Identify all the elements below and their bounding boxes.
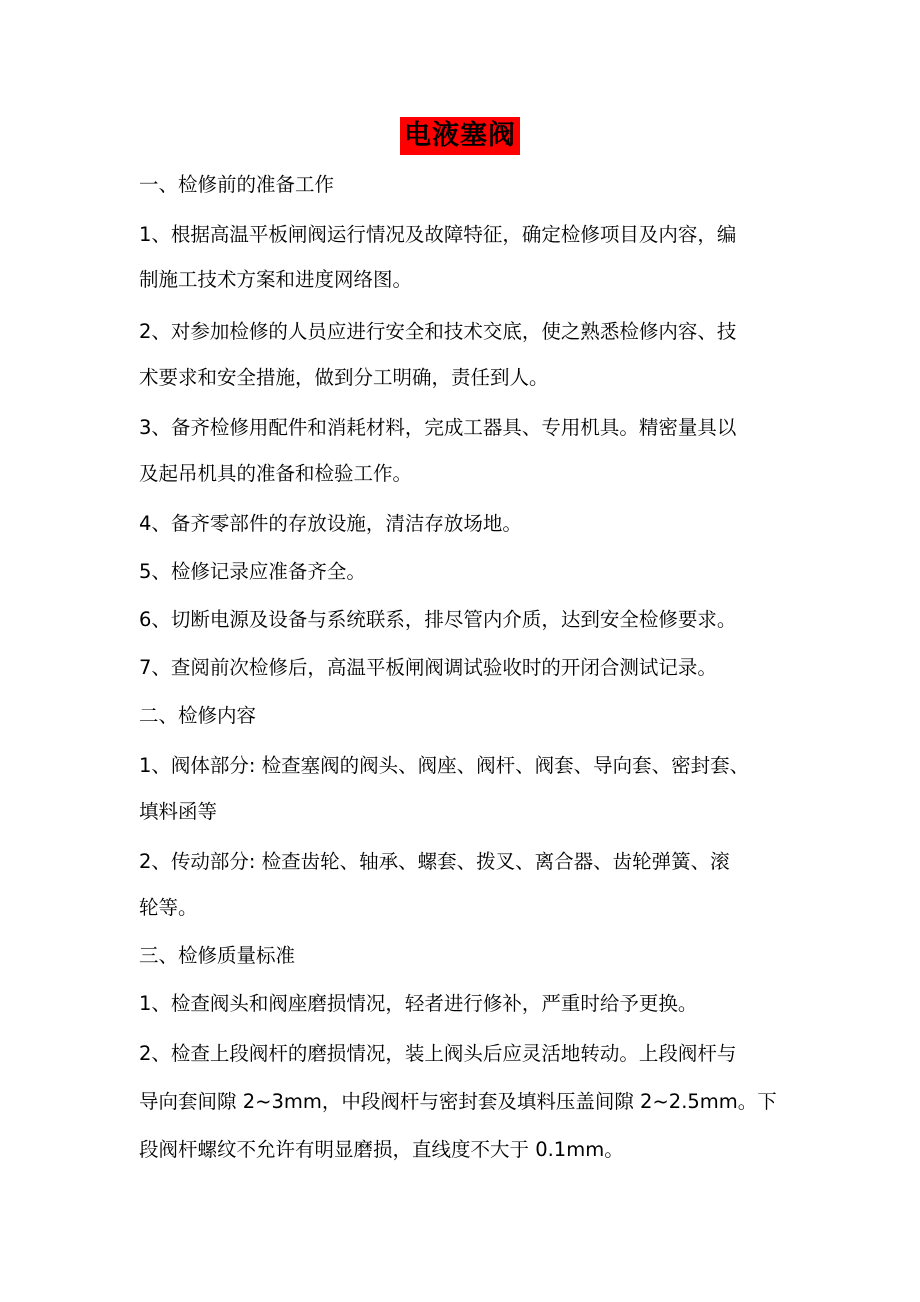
paragraph-line: 1、根据高温平板闸阀运行情况及故障特征，确定检修项目及内容，编	[139, 223, 737, 246]
paragraph-line: 2、对参加检修的人员应进行安全和技术交底，使之熟悉检修内容、技	[139, 320, 737, 343]
paragraph-line: 2、传动部分: 检查齿轮、轴承、螺套、拨叉、离合器、齿轮弹簧、滚	[139, 850, 730, 873]
paragraph-line: 6、切断电源及设备与系统联系，排尽管内介质，达到安全检修要求。	[139, 608, 737, 631]
paragraph-line: 3、备齐检修用配件和消耗材料，完成工器具、专用机具。精密量具以	[139, 416, 737, 439]
title-wrap	[0, 117, 920, 155]
paragraph-line: 2、检查上段阀杆的磨损情况，装上阀头后应灵活地转动。上段阀杆与	[139, 1042, 737, 1065]
paragraph-line: 填料函等	[139, 800, 218, 823]
section-heading-2: 二、检修内容	[139, 704, 257, 727]
paragraph-line: 制施工技术方案和进度网络图。	[139, 268, 413, 291]
paragraph-line: 1、阀体部分: 检查塞阀的阀头、阀座、阀杆、阀套、导向套、密封套、	[139, 754, 750, 777]
paragraph-line: 导向套间隙 2~3mm，中段阀杆与密封套及填料压盖间隙 2~2.5mm。下	[139, 1090, 777, 1113]
document-title: 电液塞阀	[400, 117, 520, 155]
section-heading-3: 三、检修质量标准	[139, 944, 296, 967]
paragraph-line: 1、检查阀头和阀座磨损情况，轻者进行修补，严重时给予更换。	[139, 992, 698, 1015]
paragraph-line: 轮等。	[139, 896, 198, 919]
paragraph-line: 7、查阅前次检修后，高温平板闸阀调试验收时的开闭合测试记录。	[139, 656, 717, 679]
section-heading-1: 一、检修前的准备工作	[139, 173, 335, 196]
paragraph-line: 术要求和安全措施，做到分工明确，责任到人。	[139, 366, 549, 389]
paragraph-line: 段阀杆螺纹不允许有明显磨损，直线度不大于 0.1mm。	[139, 1138, 624, 1161]
paragraph-line: 5、检修记录应准备齐全。	[139, 560, 366, 583]
paragraph-line: 4、备齐零部件的存放设施，清洁存放场地。	[139, 512, 522, 535]
paragraph-line: 及起吊机具的准备和检验工作。	[139, 462, 413, 485]
